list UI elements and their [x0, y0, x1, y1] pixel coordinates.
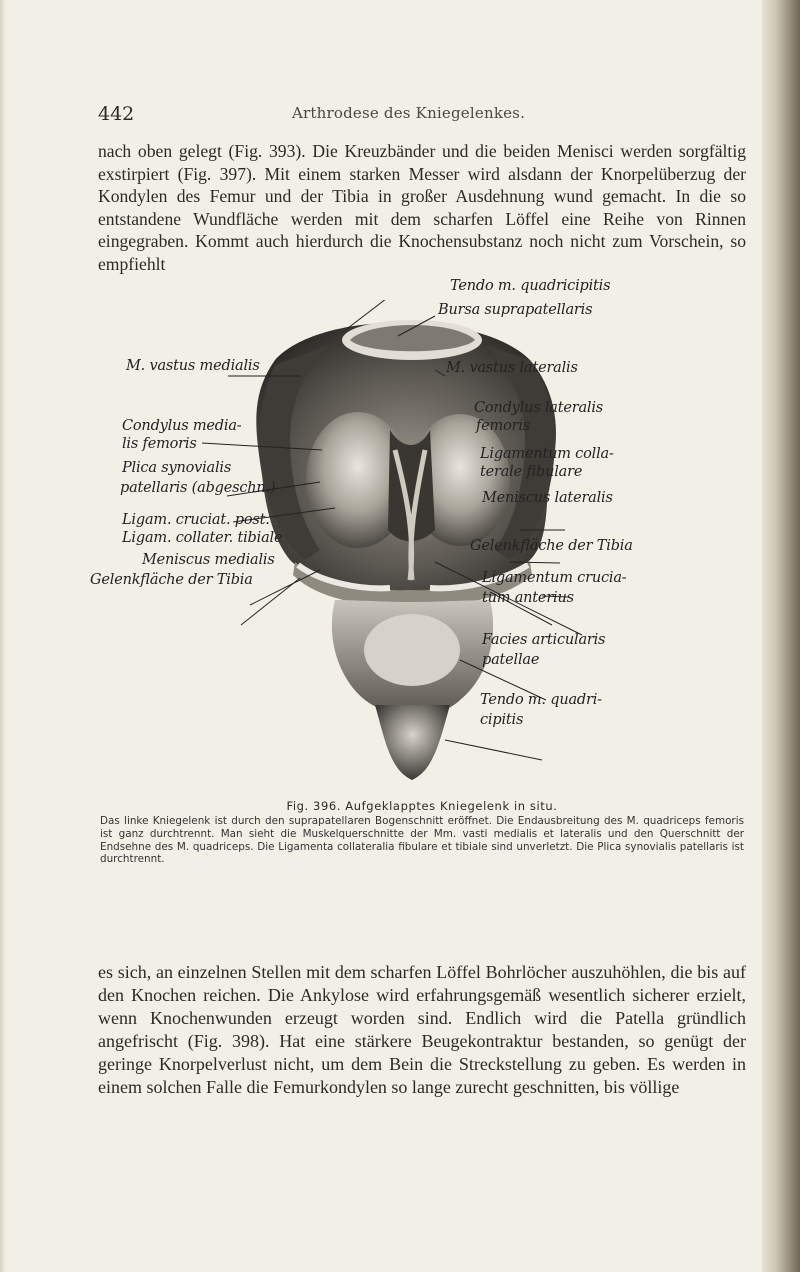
label-facies-2: patellae [482, 652, 540, 668]
label-plica-2: patellaris (abgeschn.) [120, 480, 276, 496]
label-facies-1: Facies articularis [482, 632, 606, 648]
label-meniscus-medialis: Meniscus medialis [142, 552, 275, 568]
label-lig-cruc-ant-1: Ligamentum crucia- [482, 570, 627, 586]
label-lig-cruc-ant-2: tum anterius [482, 590, 574, 606]
caption-title: Fig. 396. Aufgeklapptes Kniegelenk in situ. [286, 799, 558, 813]
quadriceps-tendon-stump [375, 705, 450, 780]
label-bursa: Bursa suprapatellaris [438, 302, 593, 318]
label-meniscus-lateralis: Meniscus lateralis [482, 490, 613, 506]
label-vastus-lateralis: M. vastus lateralis [446, 360, 578, 376]
label-tendo-top: Tendo m. quadricipitis [450, 278, 611, 294]
label-plica-1: Plica synovialis [122, 460, 232, 476]
label-tendo-bottom-1: Tendo m. quadri- [480, 692, 602, 708]
label-lig-coll-tib: Ligam. collater. tibiale [122, 530, 283, 546]
paragraph-top: nach oben gelegt (Fig. 393). Die Kreuzbänder und die beiden Menisci werden sorgfältig exstirpiert (Fig. 397). Mit einem starken Messer wird alsdann der Knorpelüberzug der Kondylen des Femur und der Tibia in großer Ausdehnung wund gemacht. In die so entstandene Wundfläche werden mit dem scharfen Löffel eine Reihe von Rinnen eingegraben. Kommt auch hierdurch die Knochensubstanz noch nicht zum Vorschein, so empfiehlt [98, 141, 746, 274]
label-lig-coll-fib-2: terale fibulare [480, 464, 583, 480]
label-vastus-medialis: M. vastus medialis [126, 358, 260, 374]
running-title: Arthrodese des Kniegelenkes. [292, 104, 526, 122]
page-left-shadow [0, 0, 6, 1272]
label-condylus-medialis-1: Condylus media- [122, 418, 242, 434]
figure-caption [100, 799, 744, 866]
label-condylus-lateralis-2: femoris [476, 418, 531, 434]
label-gelenkflaeche-left: Gelenkfläche der Tibia [90, 572, 253, 588]
page-number: 442 [98, 103, 135, 125]
label-lig-cruc-post: Ligam. cruciat. post. [122, 512, 270, 528]
page-right-edge [762, 0, 800, 1272]
label-condylus-lateralis-1: Condylus lateralis [474, 400, 604, 416]
knee-joint-figure [90, 278, 730, 790]
paragraph-bottom: es sich, an einzelnen Stellen mit dem scharfen Löffel Bohrlöcher auszuhöhlen, die bis auf den Knochen reichen. Die Ankylose wird erfahrungsgemäß wesentlich sicherer erzielt, wenn Knochenwunden erzeugt worden sind. Endlich wird die Patella gründlich angefrischt (Fig. 398). Hat eine stärkere Beugekontraktur bestanden, so genügt der geringe Knorpelverlust nicht, um dem Bein die Streckstellung zu geben. Es werden in einem solchen Falle die Femurkondylen so lange zurecht geschnitten, bis völlige [98, 962, 746, 1097]
caption-body: Das linke Kniegelenk ist durch den suprapatellaren Bogenschnitt eröffnet. Die Endausbreitung des M. quadriceps femoris ist ganz durchtrennt. Man sieht die Muskelquerschnitte der Mm. vasti medialis et lateralis und den Querschnitt der Endsehne des M. quadriceps. Die Ligamenta collateralia fibulare et tibiale sind unverletzt. Die Plica synovialis patellaris ist durchtrennt. [100, 815, 744, 866]
label-lig-coll-fib-1: Ligamentum colla- [480, 446, 614, 462]
label-condylus-medialis-2: lis femoris [122, 436, 197, 452]
label-tendo-bottom-2: cipitis [480, 712, 524, 728]
running-head [98, 103, 738, 127]
label-gelenkflaeche-right: Gelenkfläche der Tibia [470, 538, 633, 554]
patellar-articular-facet [364, 614, 460, 686]
